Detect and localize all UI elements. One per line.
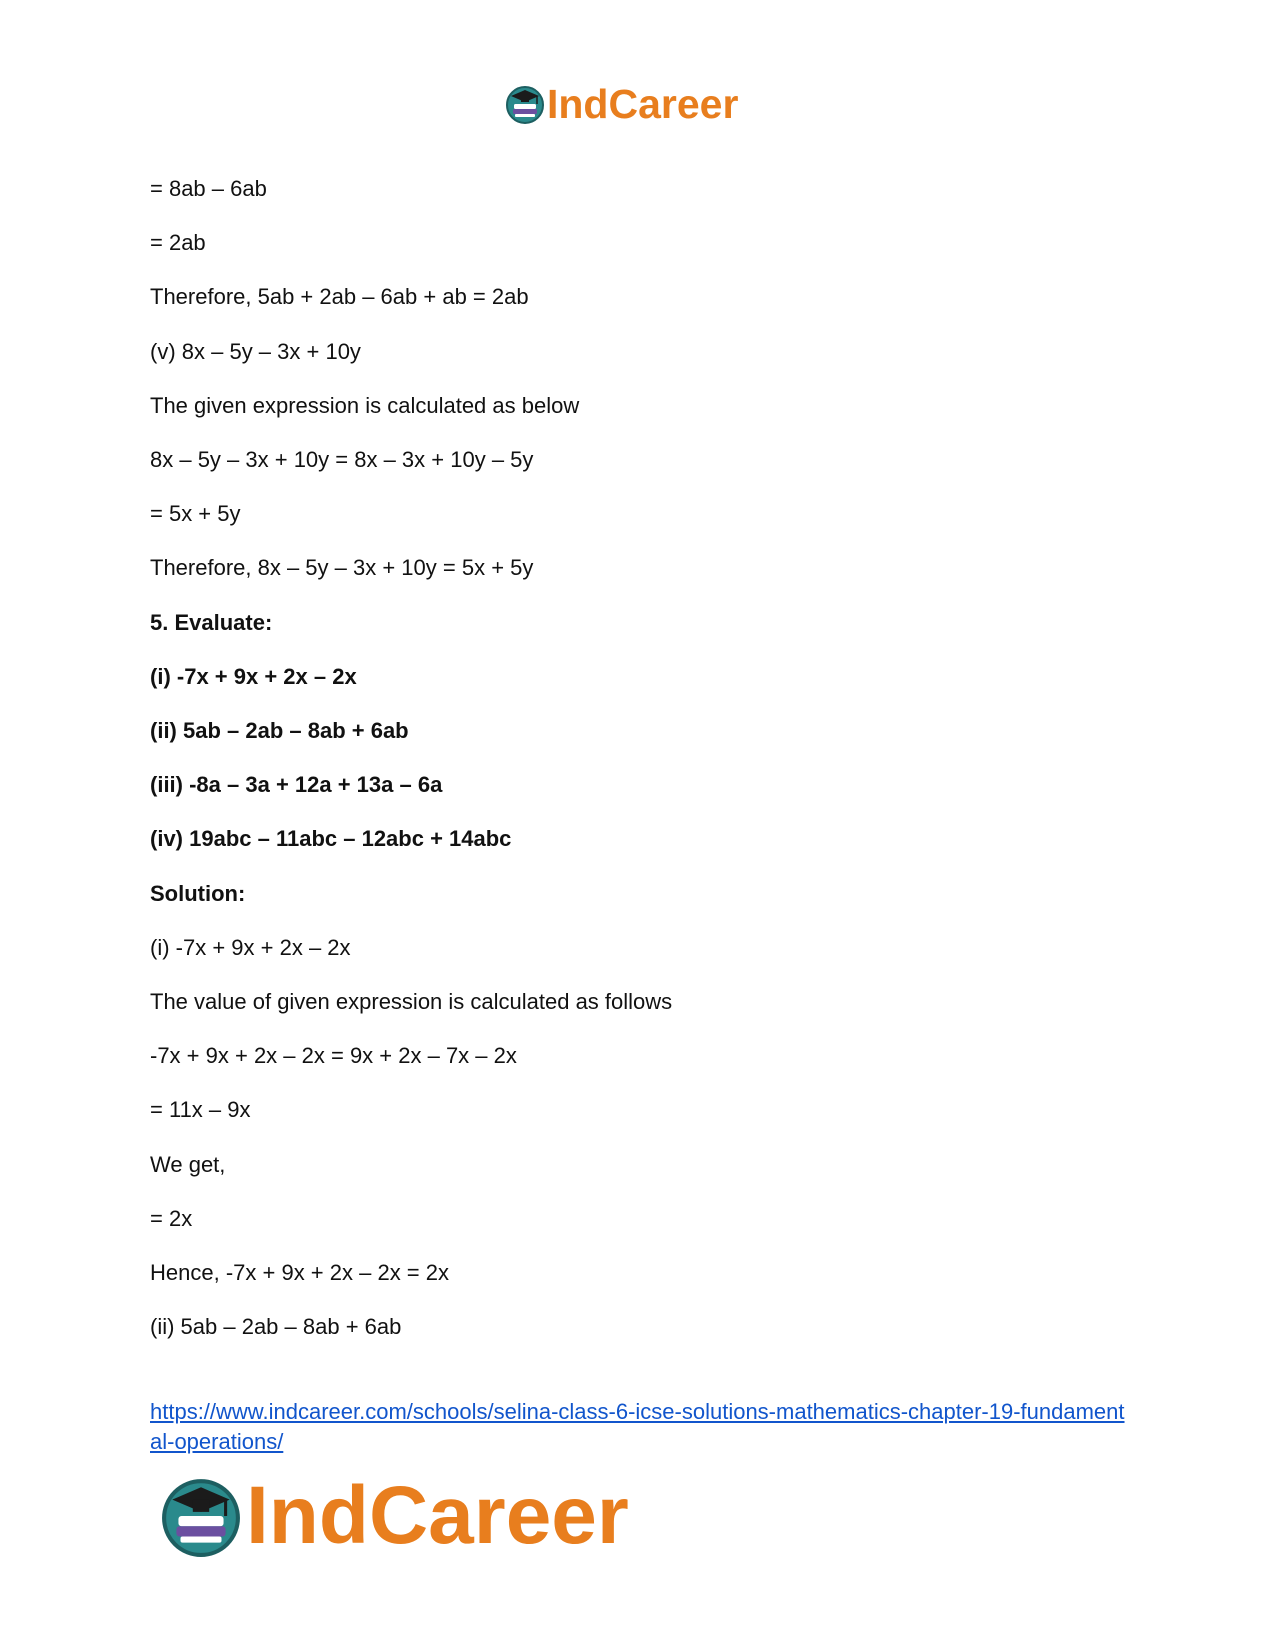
text-line: = 5x + 5y (150, 501, 241, 526)
bold-text-line: Solution: (150, 881, 246, 906)
text-line: Hence, -7x + 9x + 2x – 2x = 2x (150, 1260, 449, 1285)
text-line: The given expression is calculated as below (150, 393, 580, 418)
bold-text-line: (i) -7x + 9x + 2x – 2x (150, 664, 357, 689)
text-line: (i) -7x + 9x + 2x – 2x (150, 935, 351, 960)
footer-logo (160, 1472, 629, 1560)
text-line: -7x + 9x + 2x – 2x = 9x + 2x – 7x – 2x (150, 1043, 517, 1068)
source-link[interactable]: https://www.indcareer.com/schools/selina-class-6-icse-solutions-mathematics-chapter-19-fundamental-operations/ (150, 1399, 1125, 1454)
text-line: The value of given expression is calculated as follows (150, 989, 673, 1014)
text-line: 8x – 5y – 3x + 10y = 8x – 3x + 10y – 5y (150, 447, 534, 472)
bold-text-line: 5. Evaluate: (150, 610, 273, 635)
graduation-book-icon (505, 84, 545, 124)
logo-wordmark: IndCareer (246, 1470, 629, 1561)
bold-text-line: (ii) 5ab – 2ab – 8ab + 6ab (150, 718, 409, 743)
text-line: Therefore, 5ab + 2ab – 6ab + ab = 2ab (150, 284, 529, 309)
text-line: = 8ab – 6ab (150, 176, 267, 201)
graduation-book-icon (160, 1475, 242, 1557)
text-line: = 2x (150, 1206, 193, 1231)
text-line: We get, (150, 1152, 226, 1177)
text-line: = 2ab (150, 230, 206, 255)
bold-text-line: (iv) 19abc – 11abc – 12abc + 14abc (150, 826, 512, 851)
logo-wordmark: IndCareer (547, 80, 739, 127)
text-line: Therefore, 8x – 5y – 3x + 10y = 5x + 5y (150, 555, 534, 580)
text-line: (ii) 5ab – 2ab – 8ab + 6ab (150, 1314, 402, 1339)
text-line: (v) 8x – 5y – 3x + 10y (150, 339, 361, 364)
text-line: = 11x – 9x (150, 1097, 251, 1122)
header-logo (505, 80, 738, 128)
bold-text-line: (iii) -8a – 3a + 12a + 13a – 6a (150, 772, 443, 797)
